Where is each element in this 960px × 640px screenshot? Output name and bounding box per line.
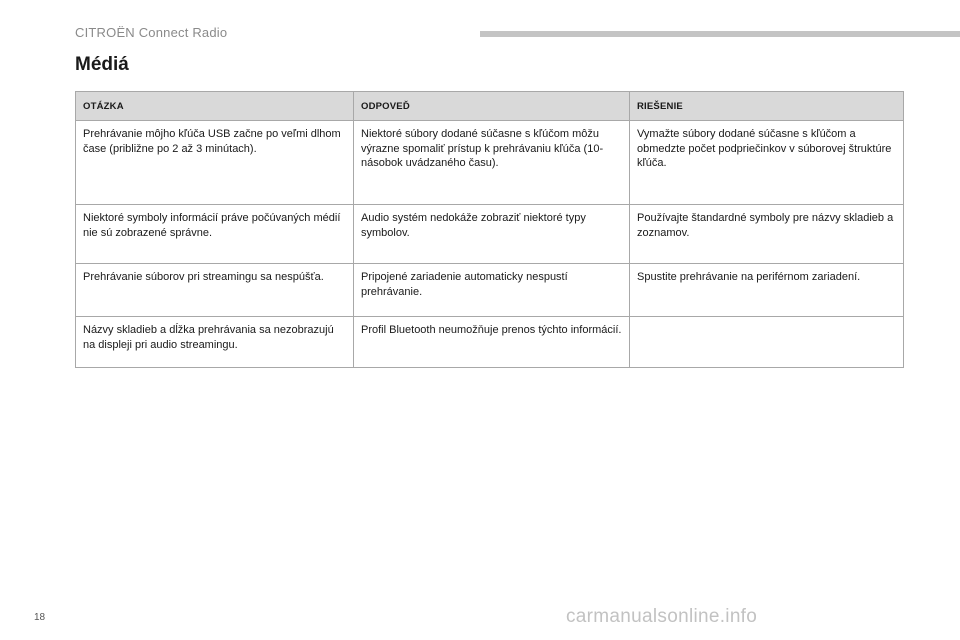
solution-cell: Spustite prehrávanie na periférnom zariadení. <box>630 264 904 317</box>
answer-cell: Profil Bluetooth neumožňuje prenos týchto informácií. <box>354 317 630 368</box>
answer-cell: Niektoré súbory dodané súčasne s kľúčom môžu výrazne spomaliť prístup k prehrávaniu kľúča (10-násobok uvádzaného času). <box>354 121 630 205</box>
question-cell: Prehrávanie môjho kľúča USB začne po veľmi dlhom čase (približne po 2 až 3 minútach). <box>76 121 354 205</box>
question-cell: Niektoré symboly informácií práve počúvaných médií nie sú zobrazené správne. <box>76 205 354 264</box>
watermark: carmanualsonline.info <box>566 606 758 627</box>
document-header-title: CITROËN Connect Radio <box>75 25 228 40</box>
question-cell: Prehrávanie súborov pri streamingu sa nespúšťa. <box>76 264 354 317</box>
page-number: 18 <box>34 612 46 623</box>
column-header-question: OTÁZKA <box>76 92 354 121</box>
question-cell: Názvy skladieb a dĺžka prehrávania sa nezobrazujú na displeji pri audio streamingu. <box>76 317 354 368</box>
section-title: Médiá <box>75 54 129 75</box>
table-row <box>76 264 904 317</box>
table-row <box>76 317 904 368</box>
solution-cell: Vymažte súbory dodané súčasne s kľúčom a obmedzte počet podpriečinkov v súborovej štruktúre kľúča. <box>630 121 904 205</box>
solution-cell <box>630 317 904 368</box>
table-header-row <box>76 92 904 121</box>
header-divider-bar <box>480 31 960 37</box>
column-header-answer: ODPOVEĎ <box>354 92 630 121</box>
faq-table <box>75 91 904 368</box>
table-row <box>76 205 904 264</box>
column-header-solution: RIEŠENIE <box>630 92 904 121</box>
answer-cell: Pripojené zariadenie automaticky nespustí prehrávanie. <box>354 264 630 317</box>
solution-cell: Používajte štandardné symboly pre názvy skladieb a zoznamov. <box>630 205 904 264</box>
answer-cell: Audio systém nedokáže zobraziť niektoré typy symbolov. <box>354 205 630 264</box>
table-row <box>76 121 904 205</box>
